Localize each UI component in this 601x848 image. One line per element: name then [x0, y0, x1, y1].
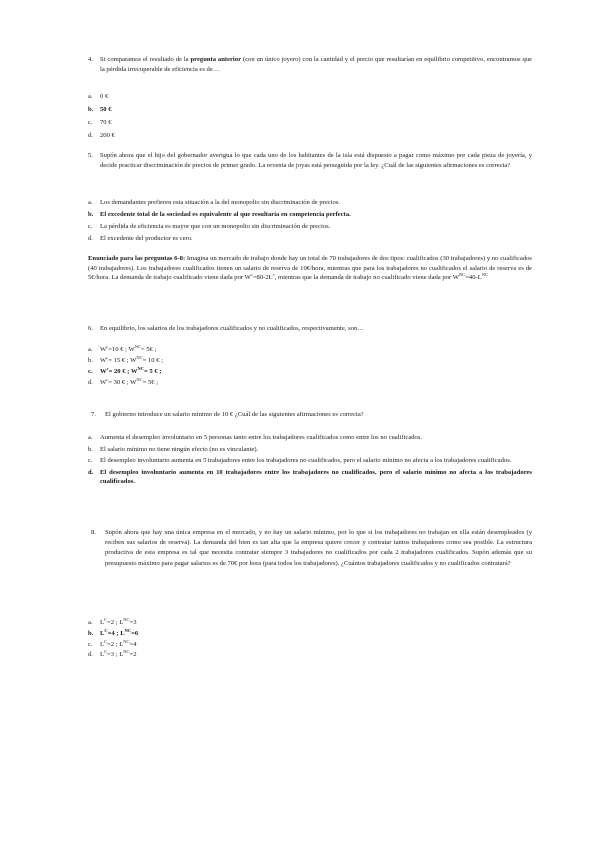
option-6b[interactable]: b. $W^c= 15$ € ; $W^{NC}= 10$ € ; — [88, 354, 164, 365]
question-8-stem — [91, 528, 532, 569]
question-6-stem — [88, 324, 532, 334]
question-5 — [88, 151, 532, 170]
option-7a[interactable]: a. Aumenta el desempleo involuntario en 5 personas tanto entre los trabajadores cualificados como entre los no cualificados. — [88, 434, 423, 441]
option-8a[interactable]: a. $L^C=2$ ; $L^{NC}=3$ — [88, 616, 137, 626]
question-4-text: Si comparamos el resultado de la pregunta anterior (con un único joyero) con la cantidad y el precio que resultarían en equilibrio competitivo, encontramos que la pérdida irrecuperable de eficiencia es de… — [100, 56, 532, 73]
question-4-stem — [88, 55, 532, 74]
question-5-number: 5. — [88, 152, 93, 159]
option-5c[interactable]: c. La pérdida de eficiencia es mayor que con un monopolio sin discriminación de precios. — [88, 222, 331, 230]
option-8d[interactable]: d. $L^C=3$ ; $L^{NC}=2$ — [88, 649, 137, 659]
option-6c[interactable]: c. $W^c= 20$ € ; $W^{NC}= 5$ € ; — [88, 366, 162, 376]
option-6a[interactable]: a. $W^c=10$ € ; $W^{NC}=$ 5€ ; — [88, 343, 157, 353]
question-6-options — [88, 345, 532, 388]
question-4-number: 4. — [88, 56, 93, 63]
question-5-text: Supón ahora que el hijo del gobernador averigua lo que cada uno de los habitantes de la isla está dispuesto a pagar como máximo por cada pieza de joyería, y decide practicar discriminación de precios de primer grado. La reventa de joyas está perseguida por la ley. ¿Cuál de las siguientes afirmaciones es correcta? — [100, 152, 532, 169]
statement-6-8: Enunciado para las preguntas 6-8: Imagina un mercado de trabajo donde hay un total de 70 trabajadores de dos tipos: cualificados (30 trabajadores) y no cualificados (40 trabajadores). Los trabajadores cualificados tienen un salario de reserva de 10€/hora, mientras que para los trabajadores no cualificados el salario de reserva es de 5€/hora. La demanda de trabajo cualificado viene dada por $W^c=80-2L^c$, mientras que la demanda de trabajo no cualificado viene dada por $W^{NC}=40-L^{NC}$ — [88, 255, 532, 282]
question-6 — [88, 324, 532, 334]
question-7-options — [88, 433, 532, 487]
statement-title: Enunciado para las preguntas 6-8: — [88, 255, 186, 262]
question-4 — [88, 55, 532, 74]
option-7d[interactable]: d. El desempleo involuntario aumenta en 10 trabajadores entre los trabajadores no cualificados, pero el salario mínimo no afecta a los trabajadores cualificados. — [88, 468, 532, 486]
option-8b[interactable]: b. $L^C=4$ ; $L^{NC}=6$ — [88, 627, 139, 637]
question-5-stem — [88, 151, 532, 170]
question-7-text: El gobierno introduce un salario mínimo de 10 € ¿Cuál de las siguientes afirmaciones es correcta? — [105, 411, 364, 418]
option-5a[interactable]: a. Los demandantes prefieren esta situación a la del monopolio sin discriminación de precios. — [88, 199, 341, 206]
option-7c[interactable]: c. El desempleo involuntario aumenta en 5 trabajadores entre los trabajadores no cualificados, pero el salario mínimo no afecta a los trabajadores cualificados. — [88, 457, 512, 465]
option-4d[interactable]: d. 200 € — [88, 131, 115, 139]
option-5d[interactable]: d. El excedente del productor es cero. — [88, 234, 193, 242]
question-5-options — [88, 198, 532, 244]
option-6d[interactable]: d. $W^c= 30$ € ; $W^{NC}=$ 5€ ; — [88, 377, 159, 387]
question-8-options — [88, 618, 532, 660]
question-7 — [91, 410, 532, 420]
question-6-text: En equilibrio, los salarios de los trabajadores cualificados y no cualificados, respectivamente, son… — [100, 325, 364, 332]
question-8-text: Supón ahora que hay una única empresa en el mercado, y no hay un salario mínimo, por lo que si los trabajadores no trabajan en ella están desempleados (y reciben sus salarios de reserva). La demanda del bien es tan alta que la empresa quiere crecer y contratar tantos trabajadores como sea posible. La estructura productiva de esta empresa es tal que necesita contratar siempre 3 trabajadores no cualificados por cada 2 trabajadores cualificados. Supón además que su presupuesto máximo para pagar salarios es de 70€ por hora (para todos los trabajadores). ¿Cuántos trabajadores cualificados y no cualificados contratará? — [105, 529, 532, 567]
option-8c[interactable]: c. $L^C=2$ ; $L^{NC}=4$ — [88, 638, 137, 648]
question-7-number: 7. — [91, 411, 96, 418]
option-4c[interactable]: c. 70 € — [88, 118, 112, 126]
option-5b[interactable]: b. El excedente total de la sociedad es equivalente al que resultaría en competencia perfecta. — [88, 210, 351, 218]
question-7-stem — [91, 410, 532, 420]
question-8 — [91, 528, 532, 569]
question-6-number: 6. — [88, 325, 93, 332]
option-7b[interactable]: b. El salario mínimo no tiene ningún efecto (no es vinculante). — [88, 445, 259, 453]
option-4b[interactable]: b. 50 € — [88, 105, 112, 113]
option-4a[interactable]: a. 0 € — [88, 93, 109, 100]
question-8-number: 8. — [91, 529, 96, 536]
question-4-options — [88, 92, 532, 140]
